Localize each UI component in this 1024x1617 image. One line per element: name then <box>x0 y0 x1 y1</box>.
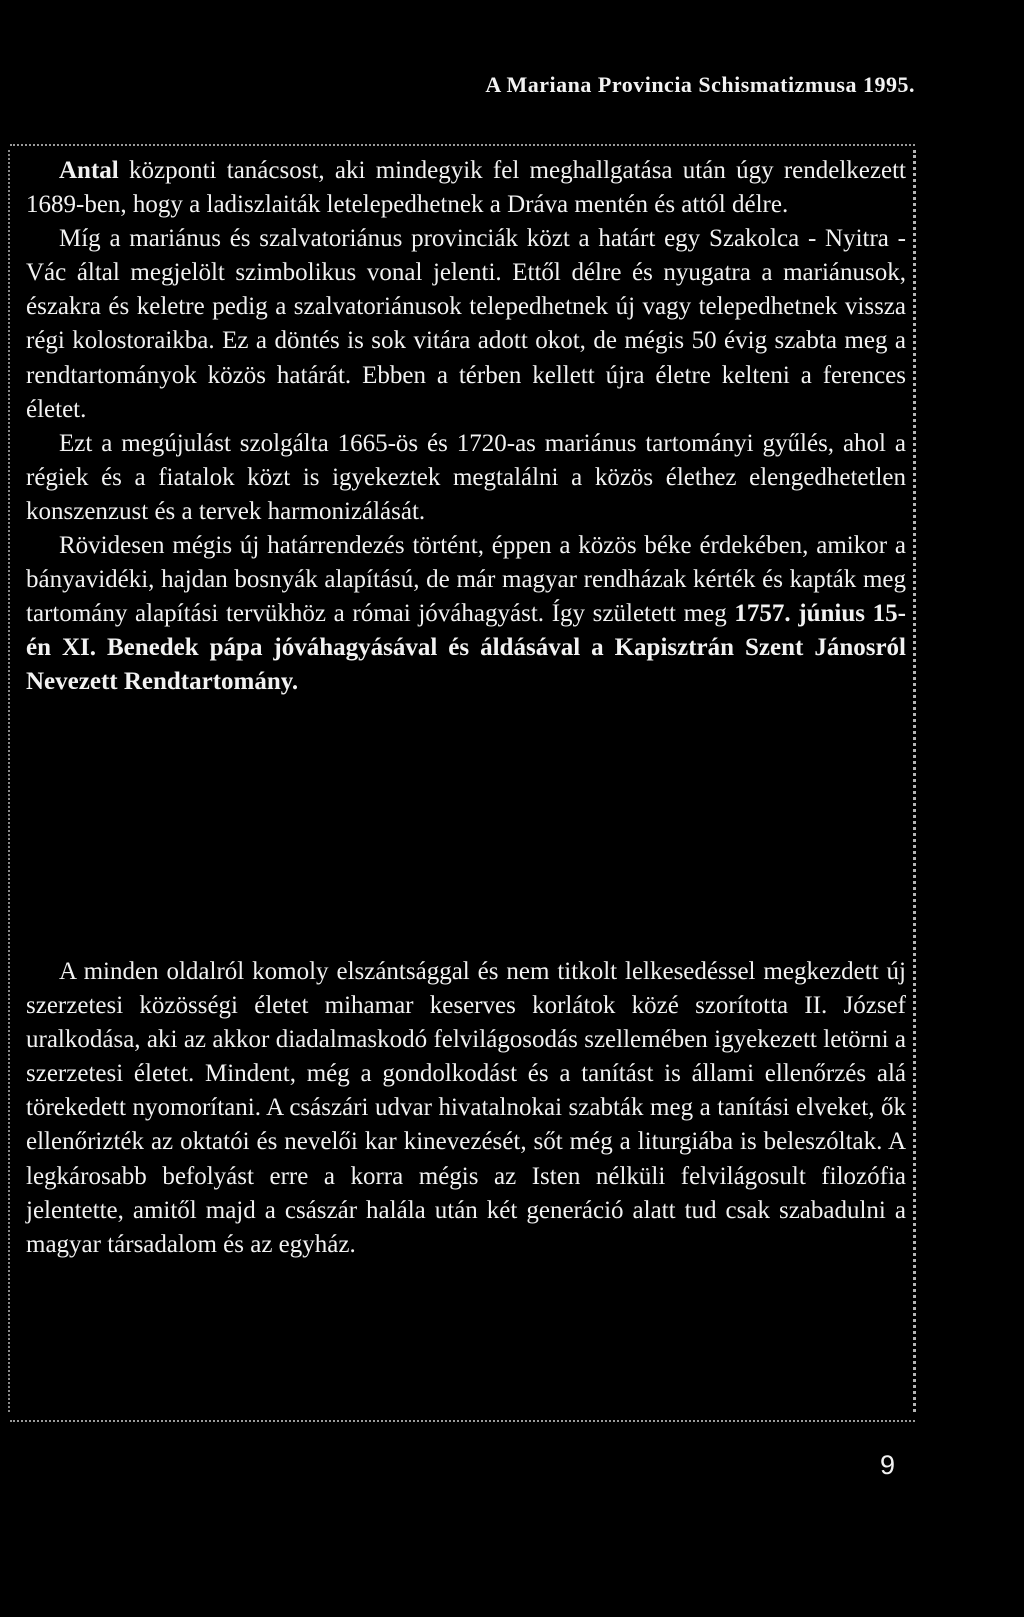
paragraph-text: központi tanácsost, aki mindegyik fel meghallgatása után úgy rendelkezett 1689-ben, hogy a ladiszlaiták letelepedhetnek a Dráva mentén és attól délre. <box>26 157 906 219</box>
text-block-2 <box>26 955 906 1262</box>
paragraph-new-province <box>26 529 906 699</box>
paragraph-joseph-ii: A minden oldalról komoly elszántsággal és nem titkolt lelkesedéssel megkezdett új szerzetesi közösségi életet mihamar keserves korlátok közé szorította II. József uralkodása, aki az akkor diadalmaskodó felvilágosodás szellemében igyekezett letörni a szerzetesi életet. Mindent, még a gondolkodást és a tanítást is állami ellenőrzés alá törekedett nyomorítani. A császári udvar hivatalnokai szabták meg a tanítási elveket, ők ellenőrizték az oktatói és nevelői kar kinevezését, sőt még a liturgiába is beleszóltak. A legkárosabb befolyást erre a korra mégis az Isten nélküli felvilágosult filozófia jelentette, amitől majd a császár halála után két generáció alatt tud csak szabadulni a magyar társadalom és az egyház. <box>26 958 906 1258</box>
right-margin-border <box>913 150 916 1412</box>
bottom-rule <box>10 1420 915 1422</box>
paragraph-lead-word: Antal <box>59 157 119 184</box>
running-head: A Mariana Provincia Schismatizmusa 1995. <box>485 72 915 97</box>
paragraph-bold-date: 1757. június 15-én XI. Benedek pápa jóváhagyásával és áldásával a Kapisztrán Szent Jánosról Nevezett Rendtartomány. <box>26 600 906 696</box>
paragraph-renewal: Ezt a megújulást szolgálta 1665-ös és 1720-as mariánus tartományi gyűlés, ahol a régiek és a fiatalok közt is igyekeztek megtalálni a közös élethez elengedhetetlen konszenzust és a tervek harmonizálását. <box>26 429 906 525</box>
paragraph-border: Míg a mariánus és szalvatoriánus provinciák közt a határt egy Szakolca - Nyitra - Vác által megjelölt szimbolikus vonal jelenti. Ettől délre és nyugatra a mariánusok, északra és keletre pedig a szalvatoriánusok telepedhetnek új vagy telepedhetnek vissza régi kolostoraikba. Ez a döntés is sok vitára adott okot, de mégis 50 évig szabta meg a rendtartományok közös határát. Ebben a térben kellett újra életre kelteni a ferences életet. <box>26 225 906 423</box>
top-rule <box>10 144 915 146</box>
page-number: 9 <box>880 1450 896 1480</box>
paragraph-antal <box>26 154 906 222</box>
paragraph-text: Rövidesen mégis új határrendezés történt, éppen a közös béke érdekében, amikor a bányavidéki, hajdan bosnyák alapítású, de már magyar rendházak kérték és kapták meg tartomány alapítási tervükhöz a római jóváhagyást. Így született meg <box>26 532 906 628</box>
left-margin-border <box>8 150 10 1412</box>
text-block-1 <box>26 154 906 700</box>
